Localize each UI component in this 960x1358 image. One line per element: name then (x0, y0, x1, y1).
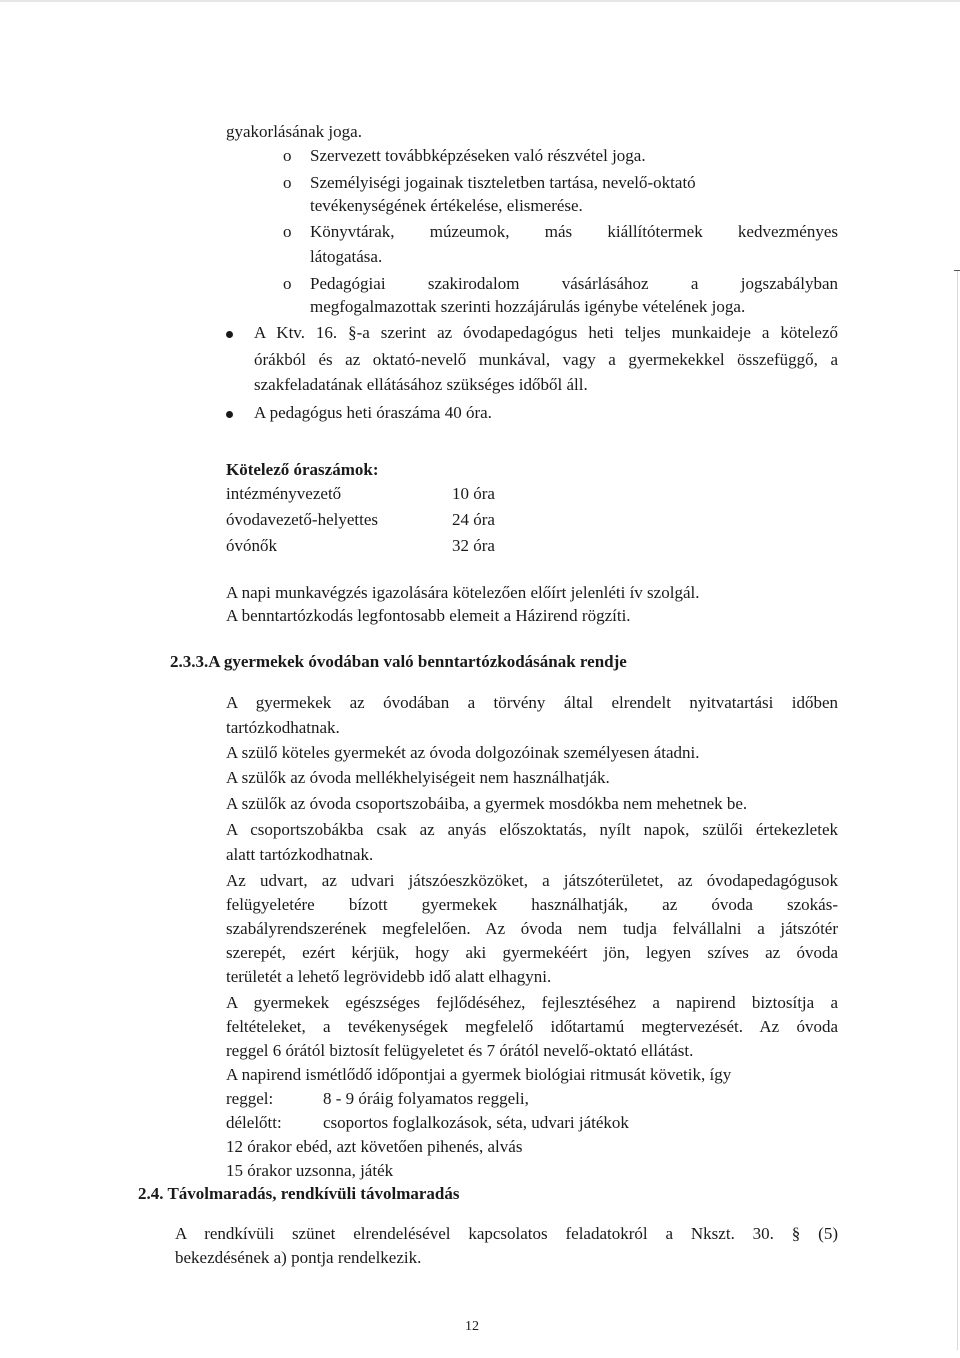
schedule-extra: 15 órakor uzsonna, játék (226, 1161, 394, 1180)
paragraph-line: szerepét, ezért kérjük, hogy aki gyermekéért jön, legyen szíves az óvoda (226, 943, 838, 962)
hours-role: óvónők (226, 536, 277, 555)
paragraph-line: bekezdésének a) pontja rendelkezik. (175, 1248, 422, 1267)
list-item-text (310, 173, 838, 193)
paragraph-line: szabályrendszerének megfelelően. Az óvoda nem tudja felvállalni a játszótér (226, 919, 838, 938)
paragraph-line: alatt tartózkodhatnak. (226, 845, 374, 864)
paragraph-line: A szülők az óvoda csoportszobáiba, a gyermek mosdókba nem mehetnek be. (226, 794, 748, 813)
ktv-line: A Ktv. 16. §-a szerint az óvodapedagógus heti teljes munkaideje a kötelező (254, 323, 838, 342)
paragraph-line: A szülők az óvoda mellékhelyiségeit nem használhatják. (226, 768, 610, 787)
schedule-text: csoportos foglalkozások, séta, udvari játékok (323, 1113, 629, 1132)
paragraph-line: A szülő köteles gyermekét az óvoda dolgozóinak személyesen átadni. (226, 743, 700, 762)
circle-bullet: o (283, 274, 292, 293)
circle-bullet: o (283, 146, 292, 165)
schedule-text: 8 - 9 óráig folyamatos reggeli, (323, 1089, 529, 1108)
paragraph-line: tartózkodhatnak. (226, 718, 340, 737)
circle-bullet: o (283, 222, 292, 241)
schedule-label: délelőtt: (226, 1113, 282, 1132)
hours-role: intézményvezető (226, 484, 342, 503)
paragraph-line: feltételeket, a tevékenységek megfelelő időtartamú megtervezését. Az óvoda (226, 1017, 838, 1036)
hours-heading: Kötelező óraszámok: (226, 460, 379, 479)
list-item-text: tevékenységének értékelése, elismerése. (310, 196, 583, 215)
paragraph-line: A rendkívüli szünet elrendelésével kapcsolatos feladatokról a Nkszt. 30. § (5) (175, 1224, 838, 1243)
list-continuation: gyakorlásának joga. (226, 122, 362, 141)
scan-top-edge (0, 0, 960, 2)
list-item-text: Könyvtárak, múzeumok, más kiállítótermek kedvezményes (310, 222, 838, 241)
ktv-line: A pedagógus heti óraszáma 40 óra. (254, 403, 492, 422)
hours-value: 32 óra (452, 536, 495, 555)
bullet-dot (226, 331, 233, 338)
hours-value: 10 óra (452, 484, 495, 503)
ktv-line: órákból és az oktató-nevelő munkával, vagy a gyermekekkel összefüggő, a (254, 350, 838, 369)
paragraph-line: A napirend ismétlődő időpontjai a gyermek biológiai ritmusát követik, így (226, 1065, 732, 1084)
paragraph-line: A csoportszobákba csak az anyás előszoktatás, nyílt napok, szülői értekezletek (226, 820, 838, 839)
list-item-text: látogatása. (310, 247, 383, 266)
list-item-text: megfogalmazottak szerinti hozzájárulás igénybe vételének joga. (310, 297, 746, 316)
list-item-text: Pedagógiai szakirodalom vásárlásához a jogszabályban (310, 274, 838, 293)
circle-bullet: o (283, 173, 292, 192)
paragraph-line: területét a lehető legrövidebb idő alatt elhagyni. (226, 967, 552, 986)
section-title: 2.3.3.A gyermekek óvodában való benntartózkodásának rendje (170, 652, 627, 671)
paragraph-line: felügyeletére bízott gyermekek használhatják, az óvoda szokás- (226, 895, 838, 914)
ktv-line: szakfeladatának ellátásához szükséges időből áll. (254, 375, 588, 394)
paragraph-line: Az udvart, az udvari játszóeszközöket, a játszóterületet, az óvodapedagógusok (226, 871, 838, 890)
schedule-label: reggel: (226, 1089, 274, 1108)
section-title: 2.4. Távolmaradás, rendkívüli távolmaradás (138, 1184, 460, 1203)
scan-mark (954, 270, 960, 271)
paragraph-line: A gyermekek az óvodában a törvény által elrendelt nyitvatartási időben (226, 693, 838, 712)
hours-value: 24 óra (452, 510, 495, 529)
justified-line: Személyiségi jogainak tiszteletben tartása, nevelő-oktató (310, 173, 696, 192)
list-item-text: Szervezett továbbképzéseken való részvétel joga. (310, 146, 646, 165)
schedule-extra: 12 órakor ebéd, azt követően pihenés, alvás (226, 1137, 523, 1156)
scan-right-edge (957, 270, 958, 1350)
paragraph-line: reggel 6 órától biztosít felügyeletet és 7 órától nevelő-oktató ellátást. (226, 1041, 694, 1060)
page-number: 12 (465, 1319, 479, 1334)
paragraph-line: A gyermekek egészséges fejlődéséhez, fejlesztéséhez a napirend biztosítja a (226, 993, 838, 1012)
attendance-note: A napi munkavégzés igazolására kötelezően előírt jelenléti ív szolgál. (226, 583, 700, 602)
hours-role: óvodavezető-helyettes (226, 510, 378, 529)
attendance-note: A benntartózkodás legfontosabb elemeit a Házirend rögzíti. (226, 606, 631, 625)
bullet-dot (226, 411, 233, 418)
